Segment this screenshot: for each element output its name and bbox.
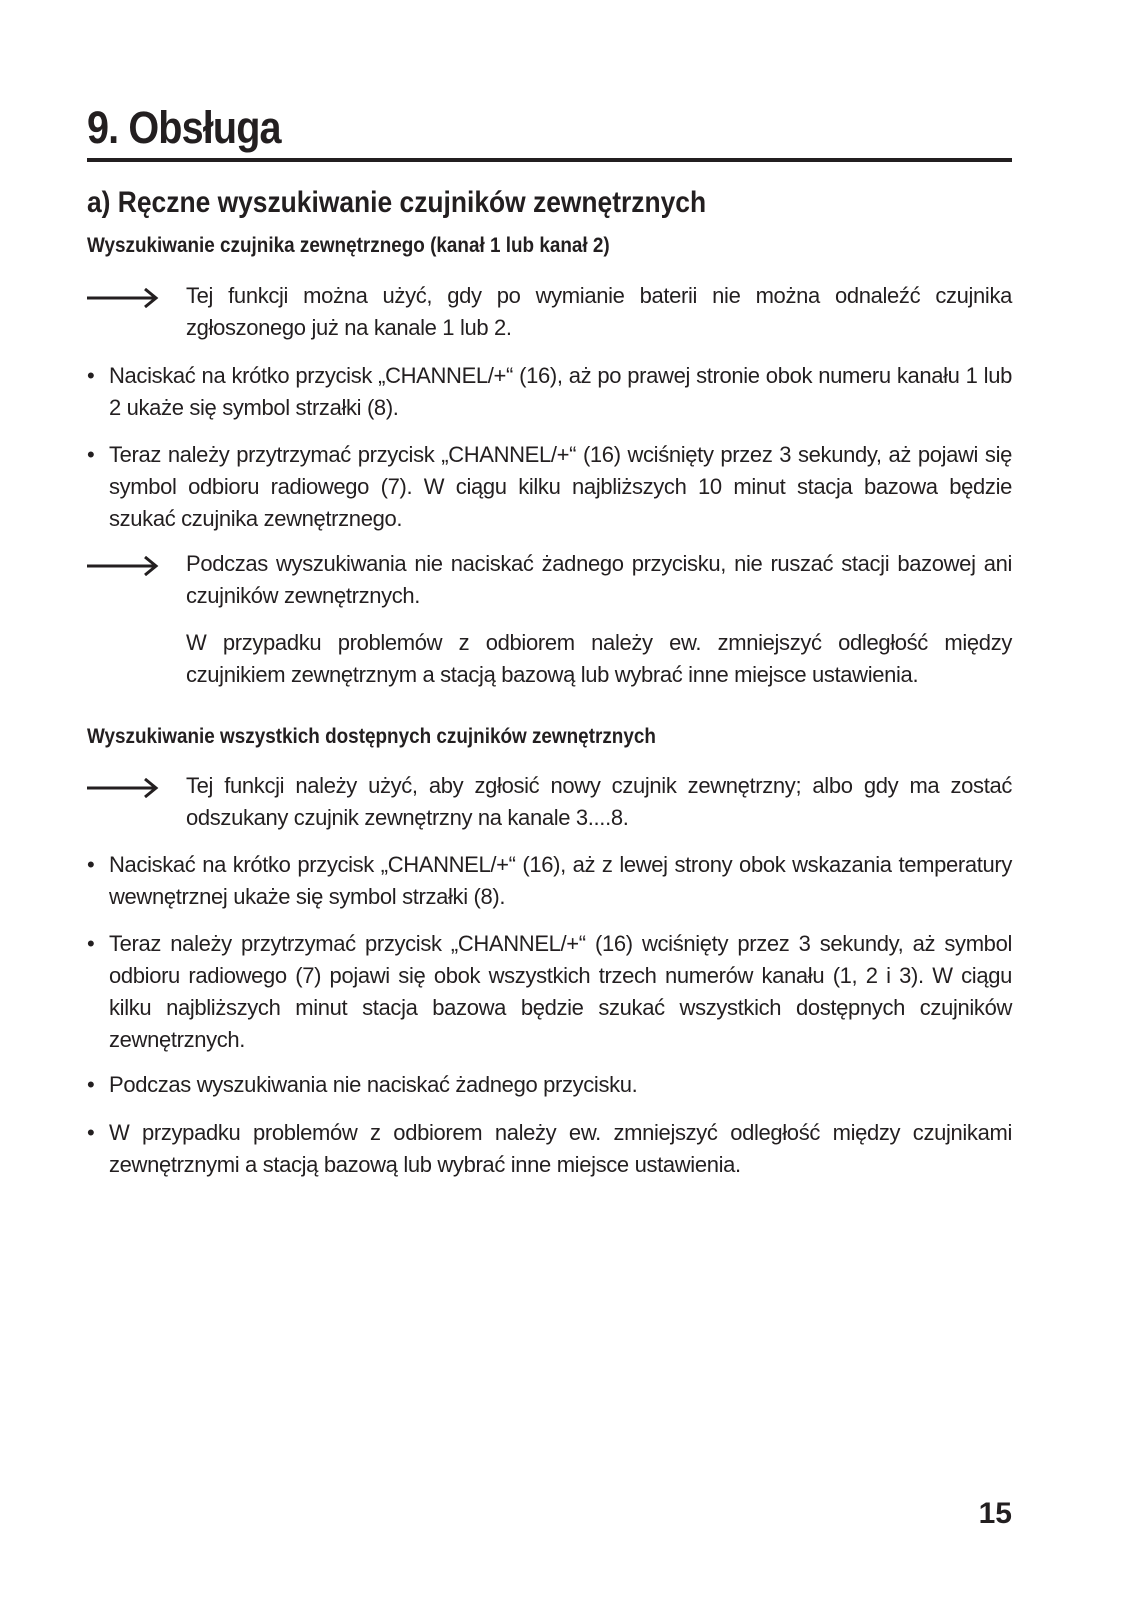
bullet-dot: • — [87, 931, 95, 956]
note-text: W przypadku problemów z odbiorem należy ew. zmniejszyć odległość między czujnikiem zewnętrznym a stacją bazową lub wybrać inne miejsce ustawienia. — [186, 630, 1012, 687]
subheading-single-sensor: Wyszukiwanie czujnika zewnętrznego (kanał 1 lub kanał 2) — [87, 234, 610, 257]
bullet-text: Teraz należy przytrzymać przycisk „CHANNEL/+“ (16) wciśnięty przez 3 sekundy, aż pojawi się symbol odbioru radiowego (7). W ciągu kilku najbliższych 10 minut stacja bazowa będzie szukać czujnika zewnętrznego. — [109, 442, 1012, 531]
note-text: Tej funkcji należy użyć, aby zgłosić nowy czujnik zewnętrzny; albo gdy ma zostać odszukany czujnik zewnętrzny na kanale 3....8. — [186, 773, 1012, 830]
bullet-text: Podczas wyszukiwania nie naciskać żadnego przycisku. — [109, 1072, 638, 1097]
chapter-title: 9. Obsługa — [87, 102, 281, 153]
bullet-reception-problems — [87, 1117, 1012, 1181]
section-title: a) Ręczne wyszukiwanie czujników zewnętrznych — [87, 186, 707, 219]
bullet-text: Naciskać na krótko przycisk „CHANNEL/+“ (16), aż z lewej strony obok wskazania temperatury wewnętrznej ukaże się symbol strzałki (8). — [109, 852, 1012, 909]
note-text: Tej funkcji można użyć, gdy po wymianie baterii nie można odnaleźć czujnika zgłoszonego już na kanale 1 lub 2. — [186, 283, 1012, 340]
bullet-text: W przypadku problemów z odbiorem należy ew. zmniejszyć odległość między czujnikami zewnętrznymi a stacją bazową lub wybrać inne miejsce ustawienia. — [109, 1120, 1012, 1177]
right-arrow-icon — [87, 778, 159, 798]
bullet-hold-channel-all — [87, 928, 1012, 1056]
subheading-all-sensors: Wyszukiwanie wszystkich dostępnych czujników zewnętrznych — [87, 725, 656, 748]
note-battery-change — [87, 280, 1012, 344]
note-reception-problems — [87, 627, 1012, 691]
bullet-press-channel-all — [87, 849, 1012, 913]
bullet-text: Naciskać na krótko przycisk „CHANNEL/+“ (16), aż po prawej stronie obok numeru kanału 1 lub 2 ukaże się symbol strzałki (8). — [109, 363, 1012, 420]
bullet-dot: • — [87, 852, 95, 877]
bullet-dot: • — [87, 363, 95, 388]
right-arrow-icon — [87, 288, 159, 308]
bullet-dot: • — [87, 442, 95, 467]
bullet-text: Teraz należy przytrzymać przycisk „CHANNEL/+“ (16) wciśnięty przez 3 sekundy, aż symbol odbioru radiowego (7) pojawi się obok wszystkich trzech numerów kanału (1, 2 i 3). W ciągu kilku najbliższych minut stacja bazowa będzie szukać wszystkich dostępnych czujników zewnętrznych. — [109, 931, 1012, 1052]
note-do-not-press — [87, 548, 1012, 612]
page-number: 15 — [978, 1497, 1012, 1530]
note-new-sensor — [87, 770, 1012, 834]
manual-page — [87, 0, 1012, 1600]
bullet-dot: • — [87, 1072, 95, 1097]
bullet-no-buttons — [87, 1069, 1012, 1101]
note-text: Podczas wyszukiwania nie naciskać żadnego przycisku, nie ruszać stacji bazowej ani czujników zewnętrznych. — [186, 551, 1012, 608]
right-arrow-icon — [87, 556, 159, 576]
bullet-hold-channel — [87, 439, 1012, 535]
title-rule — [87, 158, 1012, 162]
bullet-dot: • — [87, 1120, 95, 1145]
bullet-press-channel — [87, 360, 1012, 424]
